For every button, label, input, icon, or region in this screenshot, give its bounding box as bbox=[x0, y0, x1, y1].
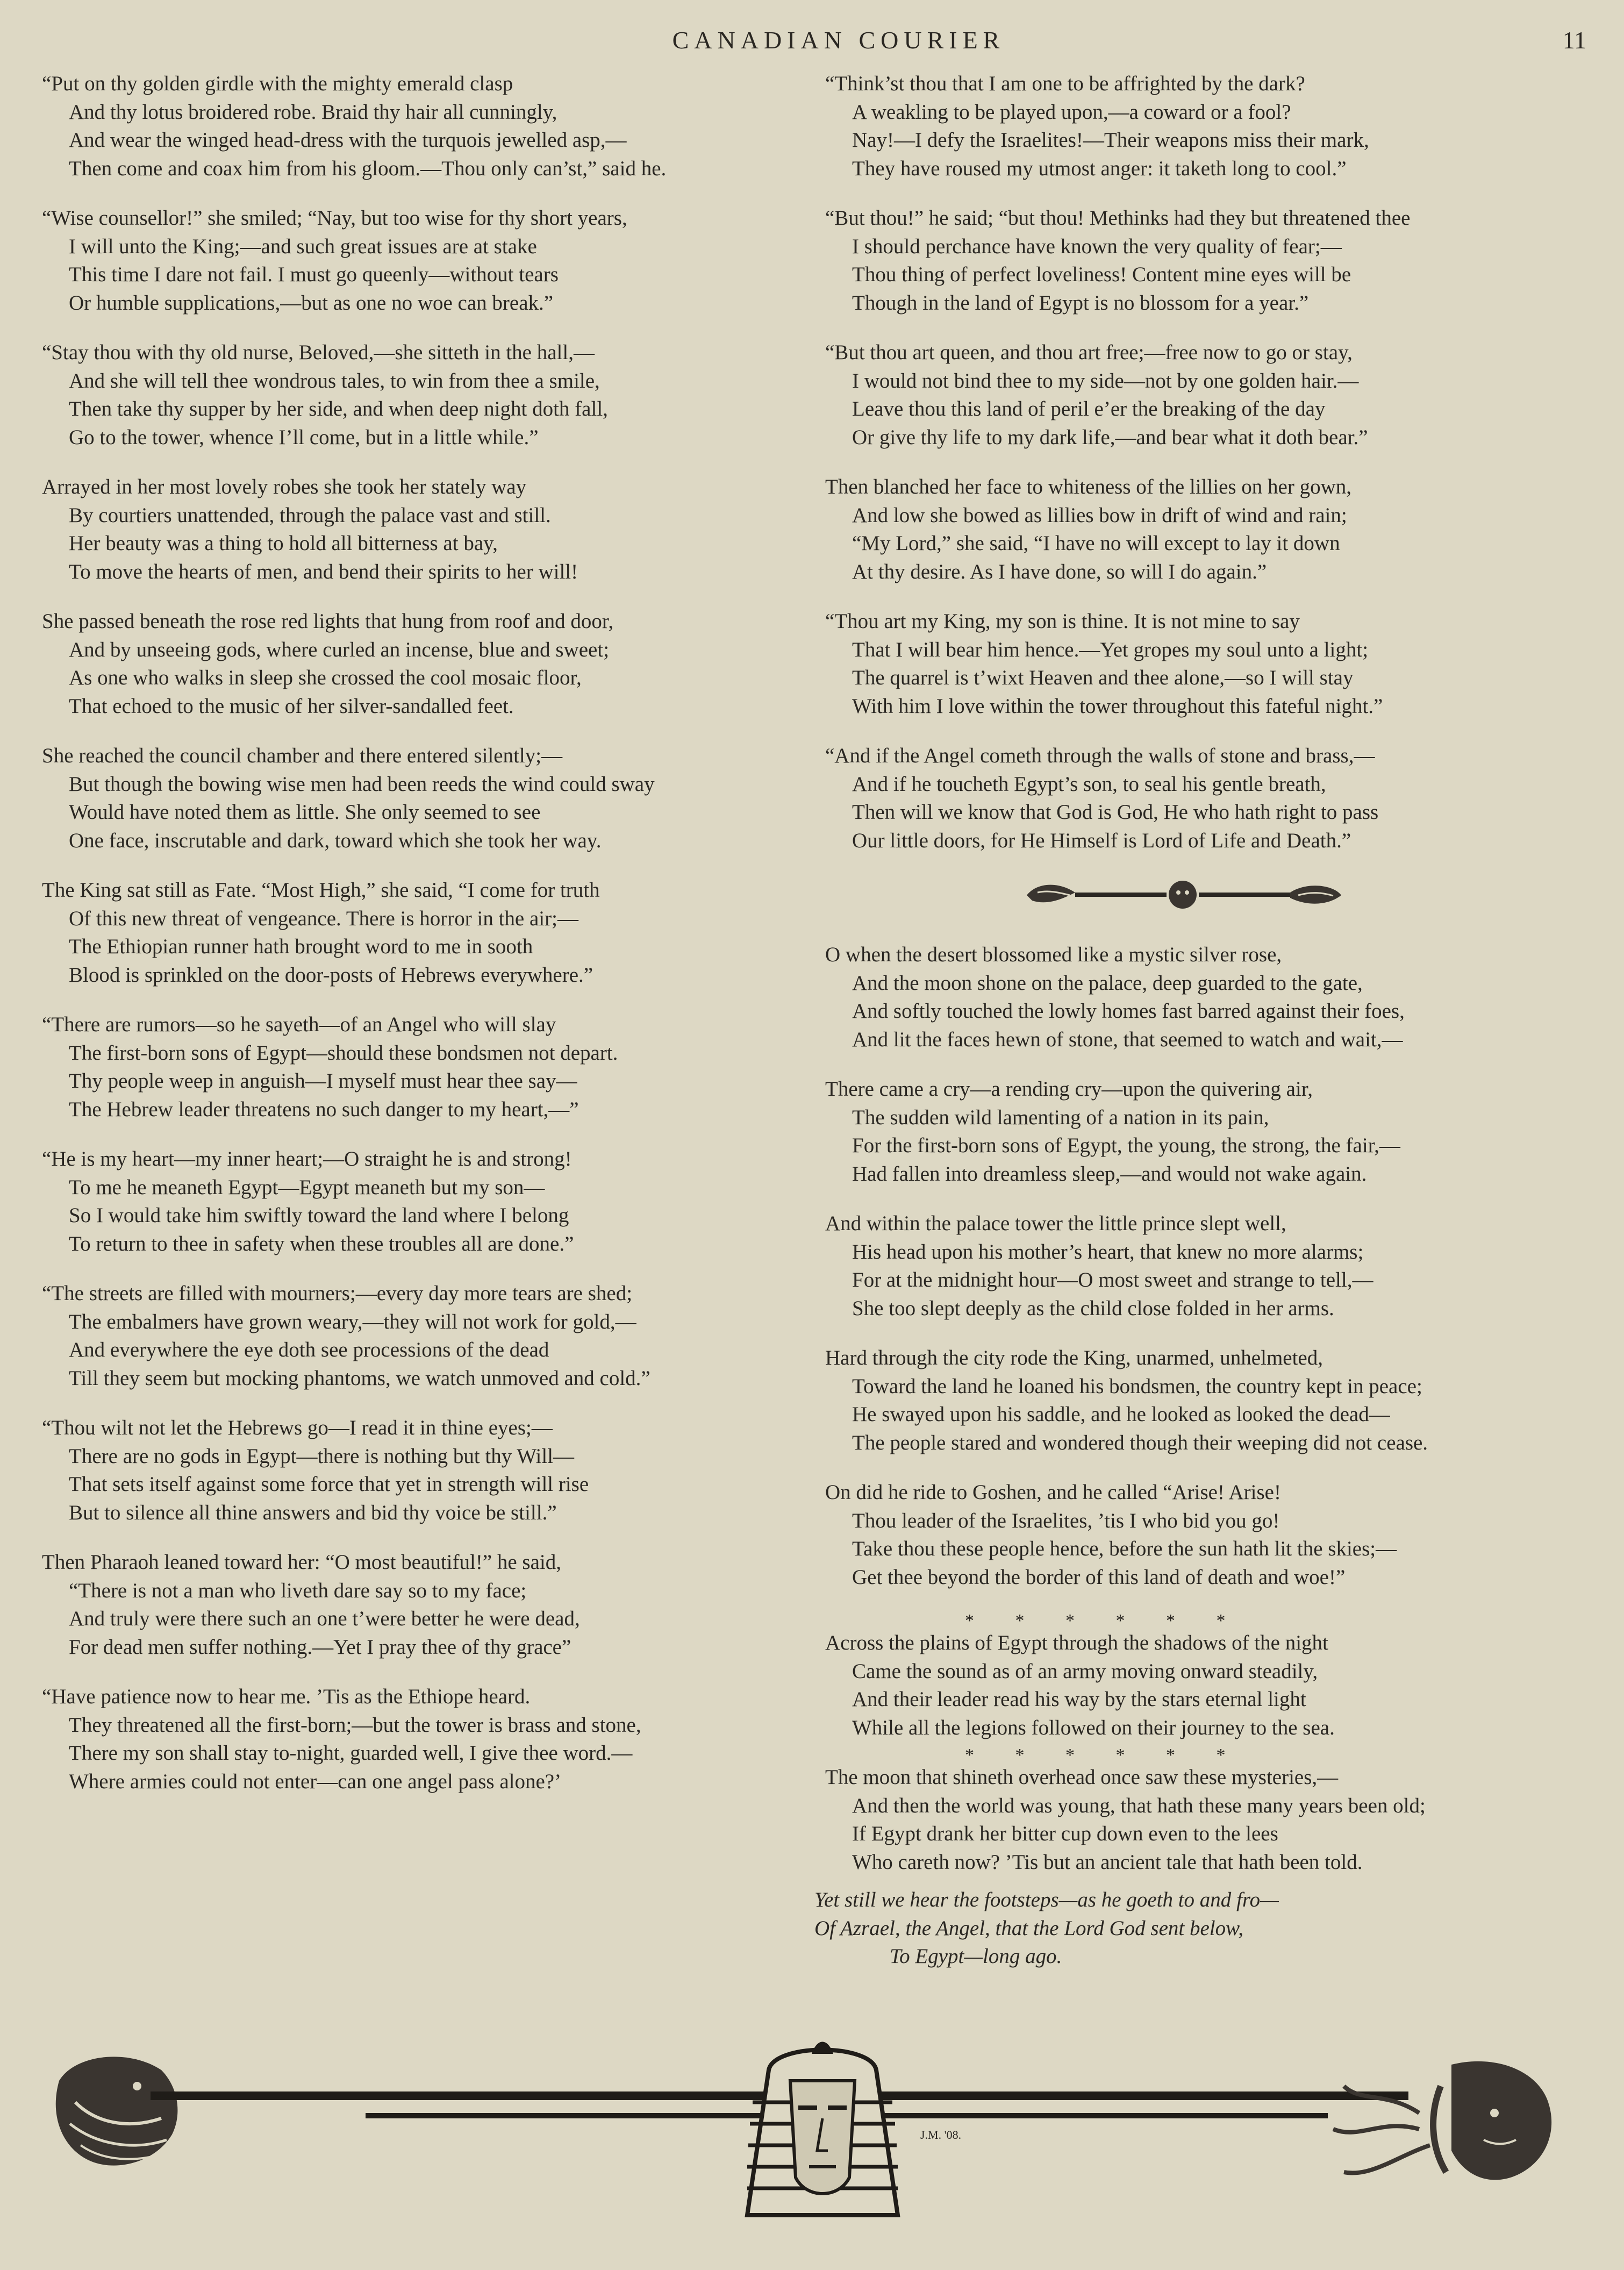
poem-line: Thou thing of perfect loveliness! Content mine eyes will be bbox=[852, 263, 1351, 286]
poem-line: Then come and coax him from his gloom.—Thou only can’st,” said he. bbox=[69, 156, 667, 180]
divider-ornament bbox=[1016, 876, 1349, 914]
coda-line: Yet still we hear the footsteps—as he goeth to and fro— bbox=[814, 1888, 1279, 1911]
poem-line: And low she bowed as lillies bow in drift of wind and rain; bbox=[852, 503, 1347, 527]
poem-line: I should perchance have known the very quality of fear;— bbox=[852, 234, 1342, 258]
poem-line: “Stay thou with thy old nurse, Beloved,—she sitteth in the hall,— bbox=[42, 341, 595, 364]
poem-line: Where armies could not enter—can one angel pass alone?’ bbox=[69, 1769, 562, 1793]
poem-line: Or humble supplications,—but as one no woe can break.” bbox=[69, 291, 554, 315]
poem-line: The people stared and wondered though their weeping did not cease. bbox=[852, 1431, 1428, 1454]
poem-line: Our little doors, for He Himself is Lord of Life and Death.” bbox=[852, 829, 1351, 852]
poem-line: Thou leader of the Israelites, ’tis I who bid you go! bbox=[852, 1509, 1280, 1532]
coda-line: To Egypt—long ago. bbox=[890, 1945, 1062, 1968]
artist-initials: J.M. '08. bbox=[920, 2128, 962, 2141]
poem-line: With him I love within the tower throughout this fateful night.” bbox=[852, 694, 1383, 718]
section-break-stars: * * * * * * bbox=[965, 1745, 1228, 1765]
poem-line: “Put on thy golden girdle with the mighty emerald clasp bbox=[42, 72, 513, 95]
poem-line: “Think’st thou that I am one to be affrighted by the dark? bbox=[825, 72, 1305, 95]
section-break-stars: * * * * * * bbox=[965, 1611, 1228, 1631]
right-column bbox=[814, 70, 1599, 1971]
stanza bbox=[42, 204, 816, 317]
poem-line: By courtiers unattended, through the palace vast and still. bbox=[69, 503, 551, 527]
poem-line: The first-born sons of Egypt—should these bondsmen not depart. bbox=[69, 1041, 618, 1065]
poem-line: And by unseeing gods, where curled an incense, blue and sweet; bbox=[69, 638, 610, 661]
poem-line: The King sat still as Fate. “Most High,” she said, “I come for truth bbox=[42, 879, 600, 902]
poem-line: The quarrel is t’wixt Heaven and thee alone,—so I will stay bbox=[852, 666, 1354, 689]
stanza bbox=[42, 742, 816, 855]
poem-line: Go to the tower, whence I’ll come, but in a little while.” bbox=[69, 425, 539, 449]
poem-line: “But thou!” he said; “but thou! Methinks had they but threatened thee bbox=[825, 206, 1411, 230]
stanza bbox=[825, 1075, 1599, 1188]
poem-line: And the moon shone on the palace, deep guarded to the gate, bbox=[852, 971, 1363, 995]
poem-line: “There is not a man who liveth dare say so to my face; bbox=[69, 1579, 527, 1602]
poem-line: The Hebrew leader threatens no such danger to my heart,—” bbox=[69, 1097, 579, 1121]
poem-line: “But thou art queen, and thou art free;—free now to go or stay, bbox=[825, 341, 1353, 364]
poem-line: Thy people weep in anguish—I myself must hear thee say— bbox=[69, 1069, 577, 1093]
poem-line: Then blanched her face to whiteness of the lillies on her gown, bbox=[825, 475, 1352, 498]
poem-line: To move the hearts of men, and bend their spirits to her will! bbox=[69, 560, 578, 583]
stanza bbox=[42, 608, 816, 720]
coda-line: Of Azrael, the Angel, that the Lord God sent below, bbox=[814, 1916, 1244, 1940]
stanza bbox=[42, 473, 816, 586]
poem-line: I would not bind thee to my side—not by one golden hair.— bbox=[852, 369, 1359, 392]
poem-line: “The streets are filled with mourners;—every day more tears are shed; bbox=[42, 1282, 633, 1305]
poem-line: And softly touched the lowly homes fast barred against their foes, bbox=[852, 1000, 1405, 1023]
stanza bbox=[825, 204, 1599, 317]
poem-line: She reached the council chamber and there entered silently;— bbox=[42, 744, 563, 767]
stanza bbox=[825, 941, 1599, 1054]
poem-line: Arrayed in her most lovely robes she took her stately way bbox=[42, 475, 527, 498]
poem-line: Came the sound as of an army moving onward steadily, bbox=[852, 1659, 1318, 1683]
poem-line: This time I dare not fail. I must go queenly—without tears bbox=[69, 263, 559, 286]
poem-line: At thy desire. As I have done, so will I do again.” bbox=[852, 560, 1267, 583]
masthead-title: CANADIAN COURIER bbox=[672, 26, 1005, 54]
poem-line: Across the plains of Egypt through the shadows of the night bbox=[825, 1631, 1328, 1654]
poem-line: While all the legions followed on their journey to the sea. bbox=[852, 1716, 1335, 1739]
poem-line: Then will we know that God is God, He who hath right to pass bbox=[852, 801, 1379, 824]
poem-line: And she will tell thee wondrous tales, to win from thee a smile, bbox=[69, 369, 600, 392]
stanza bbox=[825, 742, 1599, 855]
closing-italic-stanza bbox=[814, 1886, 1599, 1971]
poem-line: Then Pharaoh leaned toward her: “O most beautiful!” he said, bbox=[42, 1551, 561, 1574]
poem-line: Or give thy life to my dark life,—and bear what it doth bear.” bbox=[852, 425, 1368, 449]
poem-line: For the first-born sons of Egypt, the young, the strong, the fair,— bbox=[852, 1134, 1400, 1157]
stanza bbox=[825, 608, 1599, 720]
poem-line: That echoed to the music of her silver-sandalled feet. bbox=[69, 694, 514, 718]
poem-line: They threatened all the first-born;—but the tower is brass and stone, bbox=[69, 1713, 641, 1737]
poem-line: That I will bear him hence.—Yet gropes my soul unto a light; bbox=[852, 638, 1369, 661]
poem-line: And lit the faces hewn of stone, that seemed to watch and wait,— bbox=[852, 1027, 1403, 1051]
poem-line: For dead men suffer nothing.—Yet I pray thee of thy grace” bbox=[69, 1635, 571, 1659]
poem-line: And if he toucheth Egypt’s son, to seal his gentle breath, bbox=[852, 772, 1326, 796]
poem-line: And truly were there such an one t’were better he were dead, bbox=[69, 1607, 580, 1630]
poem-line: So I would take him swiftly toward the land where I belong bbox=[69, 1204, 569, 1227]
poem-line: For at the midnight hour—O most sweet and strange to tell,— bbox=[852, 1268, 1373, 1291]
poem-line: Till they seem but mocking phantoms, we watch unmoved and cold.” bbox=[69, 1366, 650, 1390]
poem-line: Take thou these people hence, before the sun hath lit the skies;— bbox=[852, 1537, 1397, 1560]
poem-line: She too slept deeply as the child close folded in her arms. bbox=[852, 1296, 1334, 1320]
poem-line: Hard through the city rode the King, unarmed, unhelmeted, bbox=[825, 1346, 1323, 1369]
poem-line: Leave thou this land of peril e’er the breaking of the day bbox=[852, 397, 1326, 420]
poem-line: His head upon his mother’s heart, that knew no more alarms; bbox=[852, 1240, 1364, 1264]
poem-line: They have roused my utmost anger: it taketh long to cool.” bbox=[852, 156, 1347, 180]
poem-line: The Ethiopian runner hath brought word to me in sooth bbox=[69, 935, 533, 958]
poem-line: “There are rumors—so he sayeth—of an Angel who will slay bbox=[42, 1013, 556, 1036]
poem-line: A weakling to be played upon,—a coward or a fool? bbox=[852, 100, 1291, 124]
poem-line: “My Lord,” she said, “I have no will except to lay it down bbox=[852, 532, 1340, 555]
poem-line: O when the desert blossomed like a mystic silver rose, bbox=[825, 943, 1282, 966]
poem-line: Then take thy supper by her side, and when deep night doth fall, bbox=[69, 397, 608, 420]
poem-line: Blood is sprinkled on the door-posts of Hebrews everywhere.” bbox=[69, 963, 593, 987]
poem-line: If Egypt drank her bitter cup down even to the lees bbox=[852, 1822, 1278, 1845]
stanza bbox=[825, 1210, 1599, 1323]
page-header bbox=[0, 22, 1624, 59]
stanza bbox=[42, 1145, 816, 1258]
left-column bbox=[42, 70, 816, 1817]
stanza bbox=[42, 70, 816, 183]
poem-line: And within the palace tower the little prince slept well, bbox=[825, 1212, 1286, 1235]
poem-line: The moon that shineth overhead once saw these mysteries,— bbox=[825, 1766, 1339, 1789]
poem-line: Nay!—I defy the Israelites!—Their weapons miss their mark, bbox=[852, 129, 1369, 152]
poem-line: On did he ride to Goshen, and he called “Arise! Arise! bbox=[825, 1481, 1281, 1504]
right-column-bottom-stanzas bbox=[825, 941, 1599, 1591]
poem-line: Get thee beyond the border of this land of death and woe!” bbox=[852, 1565, 1346, 1589]
poem-line: Of this new threat of vengeance. There is horror in the air;— bbox=[69, 906, 578, 930]
poem-line: To return to thee in safety when these troubles all are done.” bbox=[69, 1232, 574, 1255]
poem-line: There my son shall stay to-night, guarded well, I give thee word.— bbox=[69, 1741, 633, 1765]
poem-line: I will unto the King;—and such great issues are at stake bbox=[69, 234, 537, 258]
stanza bbox=[825, 1344, 1599, 1457]
stanza bbox=[825, 1479, 1599, 1591]
stanza bbox=[42, 876, 816, 989]
poem-line: “And if the Angel cometh through the walls of stone and brass,— bbox=[825, 744, 1375, 767]
poem-line: She passed beneath the rose red lights that hung from roof and door, bbox=[42, 610, 614, 633]
poem-line: “Have patience now to hear me. ’Tis as the Ethiope heard. bbox=[42, 1685, 531, 1708]
poem-line: The embalmers have grown weary,—they will not work for gold,— bbox=[69, 1310, 636, 1333]
poem-line: There are no gods in Egypt—there is nothing but thy Will— bbox=[69, 1444, 575, 1468]
poem-line: And everywhere the eye doth see processions of the dead bbox=[69, 1338, 549, 1361]
poem-line: “Wise counsellor!” she smiled; “Nay, but too wise for thy short years, bbox=[42, 206, 627, 230]
right-column-top-stanzas bbox=[825, 70, 1599, 855]
poem-line: As one who walks in sleep she crossed the cool mosaic floor, bbox=[69, 666, 582, 689]
poem-line: Her beauty was a thing to hold all bitterness at bay, bbox=[69, 532, 498, 555]
poem-line: That sets itself against some force that yet in strength will rise bbox=[69, 1473, 589, 1496]
poem-line: And thy lotus broidered robe. Braid thy hair all cunningly, bbox=[69, 100, 557, 124]
poem-line: To me he meaneth Egypt—Egypt meaneth but my son— bbox=[69, 1175, 545, 1199]
poem-line: “He is my heart—my inner heart;—O straight he is and strong! bbox=[42, 1147, 572, 1170]
page-number: 11 bbox=[1562, 26, 1586, 54]
poem-line: But though the bowing wise men had been reeds the wind could sway bbox=[69, 772, 655, 796]
stanza bbox=[825, 473, 1599, 586]
footer-ornament bbox=[43, 2038, 1586, 2253]
poem-line: He swayed upon his saddle, and he looked as looked the dead— bbox=[852, 1403, 1390, 1426]
poem-line: Though in the land of Egypt is no blossom for a year.” bbox=[852, 291, 1309, 315]
poem-line: Had fallen into dreamless sleep,—and would not wake again. bbox=[852, 1162, 1367, 1186]
stanza bbox=[42, 339, 816, 452]
poem-line: Would have noted them as little. She only seemed to see bbox=[69, 801, 541, 824]
poem-line: “Thou wilt not let the Hebrews go—I read it in thine eyes;— bbox=[42, 1416, 553, 1439]
stanza-after-stars-2 bbox=[825, 1764, 1599, 1876]
stanza bbox=[825, 70, 1599, 183]
poem-line: Who careth now? ’Tis but an ancient tale that hath been told. bbox=[852, 1850, 1363, 1874]
stanza bbox=[42, 1414, 816, 1527]
poem-line: And wear the winged head-dress with the turquois jewelled asp,— bbox=[69, 129, 627, 152]
poem-line: “Thou art my King, my son is thine. It is not mine to say bbox=[825, 610, 1300, 633]
poem-line: But to silence all thine answers and bid thy voice be still.” bbox=[69, 1501, 557, 1524]
poem-line: The sudden wild lamenting of a nation in its pain, bbox=[852, 1105, 1269, 1129]
poem-line: And their leader read his way by the stars eternal light bbox=[852, 1688, 1306, 1711]
stanza bbox=[825, 339, 1599, 452]
stanza-after-stars-1 bbox=[825, 1629, 1599, 1742]
stanza bbox=[42, 1548, 816, 1661]
stanza bbox=[42, 1683, 816, 1796]
stanza bbox=[42, 1011, 816, 1124]
stanza bbox=[42, 1280, 816, 1393]
poem-line: And then the world was young, that hath these many years been old; bbox=[852, 1794, 1426, 1817]
poem-line: Toward the land he loaned his bondsmen, the country kept in peace; bbox=[852, 1374, 1422, 1398]
poem-line: There came a cry—a rending cry—upon the quivering air, bbox=[825, 1077, 1313, 1101]
poem-line: One face, inscrutable and dark, toward which she took her way. bbox=[69, 829, 602, 852]
